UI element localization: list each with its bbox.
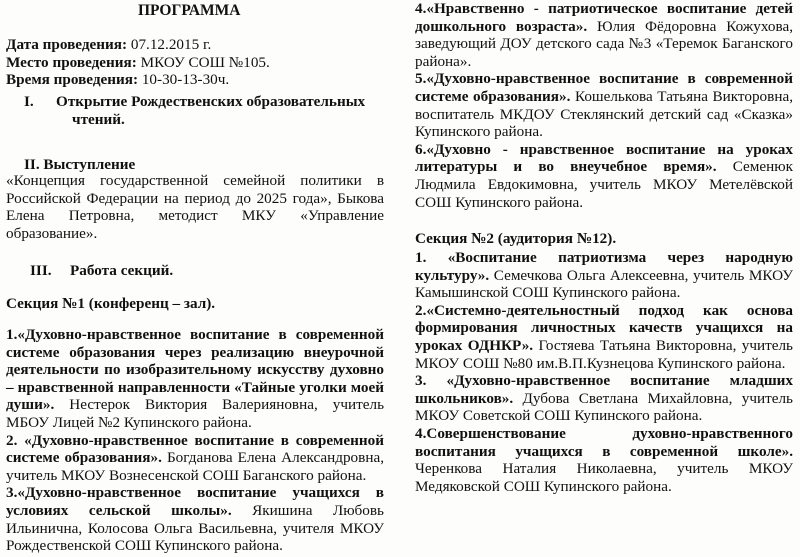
program-meta [6, 36, 270, 89]
section2-talks [415, 249, 793, 495]
workshops-title: Работа секций. [70, 262, 174, 279]
talk-title: 3.«Духовно-нравственное воспитание учащихся в условиях сельской школы». [6, 484, 384, 519]
talk-title: 4.«Нравственно - патриотическое воспитание детей дошкольного возраста». [415, 0, 793, 35]
section-number: I. [24, 93, 34, 110]
time-label: Время проведения: [6, 71, 139, 89]
talk-speaker: Богданова Елена Александровна, учитель МКОУ Вознесенской СОШ Баганского района. [6, 449, 384, 484]
talk-item [6, 484, 384, 554]
date-label: Дата проведения: [6, 36, 128, 53]
talk-title: 6.«Духовно - нравственное воспитание на уроках литературы и во внеучебное время». [415, 140, 793, 176]
section1-talks-right [415, 0, 793, 211]
speech-title: Выступление [43, 156, 136, 173]
talk-speaker: Черенкова Наталия Николаевна, учитель МКОУ Медяковской СОШ Купинского района. [415, 460, 793, 495]
section2-heading: Секция №2 (аудитория №12). [415, 230, 617, 247]
talk-title: 4.Совершенствование духовно-нравственного воспитания учащихся в современной школе». [415, 424, 793, 460]
talk-item [415, 302, 793, 372]
section-workshops [30, 262, 173, 280]
date-line [6, 36, 270, 54]
section1-heading: Секция №1 (конференц – зал). [6, 295, 216, 312]
place-line [6, 54, 270, 72]
talk-item [415, 141, 793, 211]
section-number: III. [30, 262, 52, 279]
talk-item [6, 326, 384, 432]
talk-speaker: Нестерок Виктория Валерияновна, учитель МБОУ Лицей №2 Купинского района. [6, 396, 384, 431]
talk-title: 1. «Воспитание патриотизма через народную культуру». [415, 249, 793, 284]
talk-item [415, 425, 793, 495]
talk-title: 3. «Духовно-нравственное воспитание младших школьников». [415, 372, 793, 407]
time-value: 10-30-13-30ч. [141, 71, 230, 89]
section-opening [24, 93, 384, 128]
talk-item [415, 249, 793, 302]
talk-speaker: Якишина Любовь Ильинична, Колосова Ольга Васильевна, учителя МКОУ Рождественской СОШ Купинского района. [6, 501, 384, 555]
talk-speaker: Дубова Светлана Михайловна, учитель МКОУ Советской СОШ Купинского района. [415, 389, 793, 425]
talk-speaker: Кошелькова Татьяна Викторовна, воспитатель МКДОУ Стеклянский детский сад «Сказка» Купинского района. [415, 87, 793, 141]
opening-title: Открытие Рождественских образовательных [56, 93, 366, 110]
talk-item [415, 70, 793, 140]
speech-text: «Концепция государственной семейной политики в Российской Федерации на период до 2025 года», Быкова Елена Петровна, методист МКУ «Управление образование». [6, 172, 384, 242]
section1-talks-left [6, 326, 384, 555]
section-number: II. [24, 156, 40, 173]
section-speech [24, 156, 135, 174]
talk-item [6, 432, 384, 485]
talk-title: 2.«Системно-деятельностный подход как основа формирования личностных качеств учащихся на уроках ОДНКР». [415, 301, 793, 354]
talk-item [415, 0, 793, 70]
place-value: МКОУ СОШ №105. [140, 53, 270, 71]
program-title: ПРОГРАММА [138, 2, 241, 19]
talk-speaker: Юлия Фёдоровна Кожухова, заведующий ДОУ детского сада №3 «Теремок Баганского района». [415, 17, 793, 70]
time-line [6, 71, 270, 89]
talk-speaker: Семечкова Ольга Алексеевна, учитель МКОУ Камышинской СОШ Купинского района. [415, 266, 793, 302]
talk-title: 1.«Духовно-нравственное воспитание в современной системе образования через реализацию внеурочной деятельности по изобразительному искусству духовно – нравственной направленности «Тайные уголки моей души». [6, 326, 384, 414]
place-label: Место проведения: [6, 53, 137, 71]
talk-title: 5.«Духовно-нравственное воспитание в современной системе образования». [415, 70, 793, 105]
talk-speaker: Семенюк Людмила Евдокимовна, учитель МКОУ Метелёвской СОШ Купинского района. [415, 158, 793, 211]
talk-item [415, 372, 793, 425]
talk-title: 2. «Духовно-нравственное воспитание в современной системе образования». [6, 431, 384, 467]
date-value: 07.12.2015 г. [130, 36, 212, 53]
opening-title-cont: чтений. [72, 110, 125, 128]
opening-line1 [24, 93, 384, 111]
talk-speaker: Гостяева Татьяна Викторовна, учитель МКОУ СОШ №80 им.В.П.Кузнецова Купинского района. [415, 336, 793, 372]
